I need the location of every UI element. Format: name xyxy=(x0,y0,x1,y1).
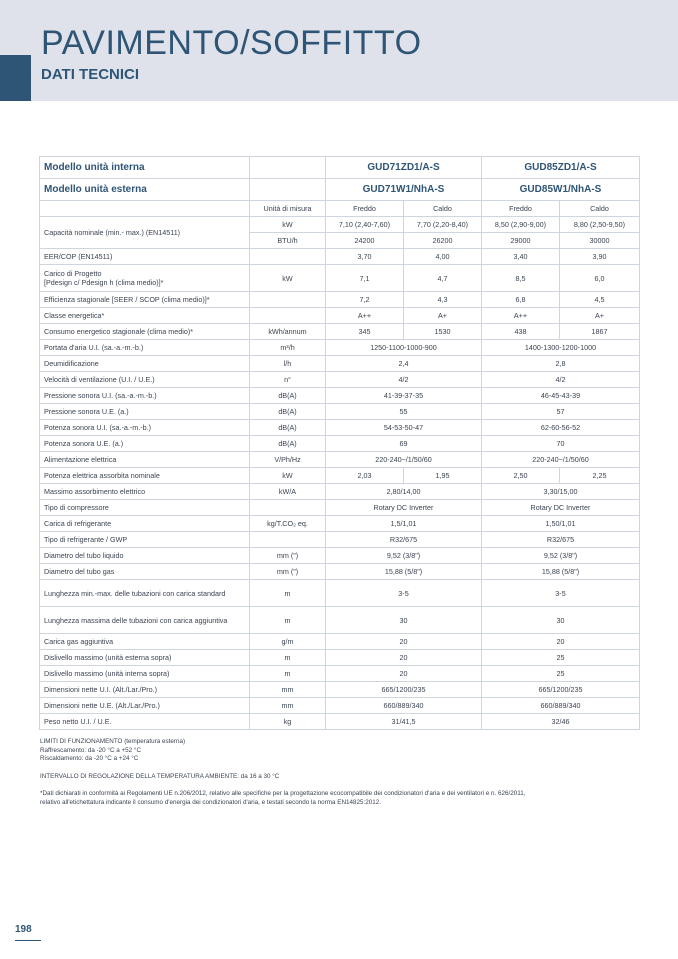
spec-unit: mm xyxy=(250,698,326,714)
spec-value: 57 xyxy=(482,404,640,420)
outdoor-model-1: GUD71W1/NhA-S xyxy=(326,179,482,201)
spec-value: 4,5 xyxy=(560,292,640,308)
spec-table xyxy=(39,156,640,730)
spec-unit: V/Ph/Hz xyxy=(250,452,326,468)
spec-value: 220-240~/1/50/60 xyxy=(326,452,482,468)
spec-value: 30 xyxy=(482,607,640,634)
spec-row xyxy=(40,340,640,356)
header-accent-block xyxy=(0,55,31,101)
unit-header: Unità di misura xyxy=(250,201,326,217)
spec-unit: m³/h xyxy=(250,340,326,356)
spec-value: 31/41,5 xyxy=(326,714,482,730)
spec-unit: dB(A) xyxy=(250,436,326,452)
spec-label: Massimo assorbimento elettrico xyxy=(40,484,250,500)
spec-row xyxy=(40,698,640,714)
spec-value: 665/1200/235 xyxy=(482,682,640,698)
spec-value: 6,0 xyxy=(560,265,640,292)
spec-value: 25 xyxy=(482,666,640,682)
limits-title: LIMITI DI FUNZIONAMENTO (temperatura esterna) xyxy=(40,738,186,745)
capacity-kw-value: 7,70 (2,20-8,40) xyxy=(404,217,482,233)
spec-unit: kW xyxy=(250,468,326,484)
mode-header-row xyxy=(40,201,640,217)
spec-value: R32/675 xyxy=(326,532,482,548)
spec-value: 1530 xyxy=(404,324,482,340)
spec-value: 55 xyxy=(326,404,482,420)
spec-value: 20 xyxy=(326,634,482,650)
spec-label: Carica di refrigerante xyxy=(40,516,250,532)
spec-label: Classe energetica* xyxy=(40,308,250,324)
capacity-kw-value: 8,80 (2,50-9,50) xyxy=(560,217,640,233)
capacity-kw-unit: kW xyxy=(250,217,326,233)
spec-value: A++ xyxy=(482,308,560,324)
spec-unit: m xyxy=(250,666,326,682)
capacity-label: Capacità nominale (min.- max.) (EN14511) xyxy=(40,217,250,249)
spec-value: 3,70 xyxy=(326,249,404,265)
spec-row xyxy=(40,714,640,730)
indoor-model-label: Modello unità interna xyxy=(40,157,250,179)
spec-label: Carica gas aggiuntiva xyxy=(40,634,250,650)
spec-row xyxy=(40,666,640,682)
spec-value: A++ xyxy=(326,308,404,324)
mode-header: Freddo xyxy=(326,201,404,217)
spec-value: 30 xyxy=(326,607,482,634)
spec-unit: dB(A) xyxy=(250,420,326,436)
spec-value: 1867 xyxy=(560,324,640,340)
spec-value: A+ xyxy=(560,308,640,324)
spec-value: 438 xyxy=(482,324,560,340)
spec-label: Potenza sonora U.E. (a.) xyxy=(40,436,250,452)
spec-unit: dB(A) xyxy=(250,388,326,404)
spec-label: Peso netto U.I. / U.E. xyxy=(40,714,250,730)
spec-label: Diametro del tubo gas xyxy=(40,564,250,580)
spec-value: 4/2 xyxy=(326,372,482,388)
spec-unit xyxy=(250,292,326,308)
spec-value: 1,50/1,01 xyxy=(482,516,640,532)
spec-unit xyxy=(250,308,326,324)
spec-row xyxy=(40,468,640,484)
spec-unit: mm (") xyxy=(250,564,326,580)
spec-row xyxy=(40,682,640,698)
spec-value: 20 xyxy=(326,650,482,666)
spec-row xyxy=(40,436,640,452)
spec-value: R32/675 xyxy=(482,532,640,548)
spec-label: Tipo di refrigerante / GWP xyxy=(40,532,250,548)
spec-row xyxy=(40,634,640,650)
spec-row xyxy=(40,500,640,516)
spec-row xyxy=(40,404,640,420)
spec-value: 25 xyxy=(482,650,640,666)
spec-value: 7,1 xyxy=(326,265,404,292)
empty-cell xyxy=(40,201,250,217)
spec-label: Diametro del tubo liquido xyxy=(40,548,250,564)
spec-label: Alimentazione elettrica xyxy=(40,452,250,468)
spec-label: Deumidificazione xyxy=(40,356,250,372)
spec-value: 2,8 xyxy=(482,356,640,372)
spec-label: Pressione sonora U.I. (sa.-a.-m.-b.) xyxy=(40,388,250,404)
spec-label: Carico di Progetto [Pdesign c/ Pdesign h (clima medio)]* xyxy=(40,265,250,292)
empty-cell xyxy=(250,157,326,179)
spec-value: 2,03 xyxy=(326,468,404,484)
spec-label: Portata d'aria U.I. (sa.-a.-m.-b.) xyxy=(40,340,250,356)
spec-label: Lunghezza min.-max. delle tubazioni con carica standard xyxy=(40,580,250,607)
capacity-kw-value: 7,10 (2,40-7,60) xyxy=(326,217,404,233)
spec-value: 4/2 xyxy=(482,372,640,388)
spec-value: 3-5 xyxy=(482,580,640,607)
spec-value: 3,40 xyxy=(482,249,560,265)
spec-unit: g/m xyxy=(250,634,326,650)
spec-label: Potenza sonora U.I. (sa.-a.-m.-b.) xyxy=(40,420,250,436)
spec-row xyxy=(40,324,640,340)
capacity-btu-value: 30000 xyxy=(560,233,640,249)
page-number: 198 xyxy=(15,924,32,935)
page-number-underline xyxy=(15,940,41,941)
spec-row xyxy=(40,564,640,580)
mode-header: Freddo xyxy=(482,201,560,217)
spec-unit: kWh/annum xyxy=(250,324,326,340)
indoor-model-row xyxy=(40,157,640,179)
spec-value: 4,00 xyxy=(404,249,482,265)
spec-value: 15,88 (5/8") xyxy=(326,564,482,580)
spec-unit: m xyxy=(250,607,326,634)
temperature-range: INTERVALLO DI REGOLAZIONE DELLA TEMPERATURA AMBIENTE: da 16 a 30 °C xyxy=(40,772,280,780)
spec-value: 4,3 xyxy=(404,292,482,308)
spec-value: 69 xyxy=(326,436,482,452)
limits-heating: Riscaldamento: da -20 °C a +24 °C xyxy=(40,755,139,762)
spec-label: Tipo di compressore xyxy=(40,500,250,516)
spec-value: 9,52 (3/8") xyxy=(326,548,482,564)
spec-value: 15,88 (5/8") xyxy=(482,564,640,580)
spec-unit xyxy=(250,532,326,548)
spec-label: Dimensioni nette U.I. (Alt./Lar./Pro.) xyxy=(40,682,250,698)
spec-row xyxy=(40,580,640,607)
capacity-btu-unit: BTU/h xyxy=(250,233,326,249)
spec-value: 6,8 xyxy=(482,292,560,308)
spec-label: Potenza elettrica assorbita nominale xyxy=(40,468,250,484)
capacity-kw-row xyxy=(40,217,640,233)
spec-value: 1,95 xyxy=(404,468,482,484)
spec-value: 4,7 xyxy=(404,265,482,292)
spec-row xyxy=(40,356,640,372)
spec-value: 660/889/340 xyxy=(482,698,640,714)
spec-value: 1,5/1,01 xyxy=(326,516,482,532)
spec-value: 20 xyxy=(326,666,482,682)
spec-row xyxy=(40,308,640,324)
spec-row xyxy=(40,249,640,265)
spec-value: 8,5 xyxy=(482,265,560,292)
spec-row xyxy=(40,292,640,308)
spec-label: Lunghezza massima delle tubazioni con carica aggiuntiva xyxy=(40,607,250,634)
spec-value: 2,4 xyxy=(326,356,482,372)
spec-value: 2,50 xyxy=(482,468,560,484)
spec-unit: kW/A xyxy=(250,484,326,500)
page-subtitle: DATI TECNICI xyxy=(41,66,140,83)
spec-label: Efficienza stagionale [SEER / SCOP (clima medio)]* xyxy=(40,292,250,308)
spec-unit: l/h xyxy=(250,356,326,372)
spec-row xyxy=(40,420,640,436)
spec-value: 54-53-50-47 xyxy=(326,420,482,436)
spec-row xyxy=(40,650,640,666)
spec-value: 3,90 xyxy=(560,249,640,265)
footnote-line-1: *Dati dichiarati in conformità ai Regolamenti UE n.206/2012, relativo alle specifiche per la progettazione ecocompatibile dei condizionatori d'aria e dei ventilatori e n. 626/2011, xyxy=(40,790,526,797)
capacity-btu-value: 29000 xyxy=(482,233,560,249)
spec-unit: m xyxy=(250,580,326,607)
spec-label: Pressione sonora U.E. (a.) xyxy=(40,404,250,420)
spec-value: 70 xyxy=(482,436,640,452)
spec-value: 3,30/15,00 xyxy=(482,484,640,500)
spec-value: 3-5 xyxy=(326,580,482,607)
outdoor-model-2: GUD85W1/NhA-S xyxy=(482,179,640,201)
page-title: PAVIMENTO/SOFFITTO xyxy=(41,24,422,62)
outdoor-model-label: Modello unità esterna xyxy=(40,179,250,201)
spec-unit xyxy=(250,500,326,516)
footnote-line-2: relativo all'etichettatura indicante il consumo d'energia dei condizionatori d'aria, e testati secondo la norma EN14825:2012. xyxy=(40,798,382,806)
spec-value: A+ xyxy=(404,308,482,324)
mode-header: Caldo xyxy=(404,201,482,217)
spec-unit: kg/T.CO₂ eq. xyxy=(250,516,326,532)
spec-unit: kW xyxy=(250,265,326,292)
spec-label: EER/COP (EN14511) xyxy=(40,249,250,265)
spec-value: 2,25 xyxy=(560,468,640,484)
spec-value: 20 xyxy=(482,634,640,650)
spec-unit: mm (") xyxy=(250,548,326,564)
spec-value: 665/1200/235 xyxy=(326,682,482,698)
spec-row xyxy=(40,265,640,292)
spec-value: 220-240~/1/50/60 xyxy=(482,452,640,468)
capacity-btu-value: 24200 xyxy=(326,233,404,249)
spec-unit: mm xyxy=(250,682,326,698)
indoor-model-2: GUD85ZD1/A-S xyxy=(482,157,640,179)
spec-label: Consumo energetico stagionale (clima medio)* xyxy=(40,324,250,340)
spec-unit: kg xyxy=(250,714,326,730)
spec-value: 46-45-43-39 xyxy=(482,388,640,404)
spec-value: 1400-1300-1200-1000 xyxy=(482,340,640,356)
spec-value: Rotary DC Inverter xyxy=(482,500,640,516)
spec-value: 345 xyxy=(326,324,404,340)
spec-value: 7,2 xyxy=(326,292,404,308)
spec-value: 660/889/340 xyxy=(326,698,482,714)
capacity-kw-value: 8,50 (2,90-9,00) xyxy=(482,217,560,233)
spec-unit xyxy=(250,249,326,265)
spec-row xyxy=(40,372,640,388)
capacity-btu-value: 26200 xyxy=(404,233,482,249)
spec-label: Dislivello massimo (unità esterna sopra) xyxy=(40,650,250,666)
spec-value: 32/46 xyxy=(482,714,640,730)
notes-block xyxy=(40,738,640,807)
spec-unit: m xyxy=(250,650,326,666)
spec-value: 62-60-56-52 xyxy=(482,420,640,436)
spec-value: Rotary DC Inverter xyxy=(326,500,482,516)
spec-unit: n° xyxy=(250,372,326,388)
spec-label: Velocità di ventilazione (U.I. / U.E.) xyxy=(40,372,250,388)
spec-row xyxy=(40,484,640,500)
empty-cell xyxy=(250,179,326,201)
spec-value: 41-39-37-35 xyxy=(326,388,482,404)
spec-value: 1250-1100-1000-900 xyxy=(326,340,482,356)
spec-label: Dislivello massimo (unità interna sopra) xyxy=(40,666,250,682)
spec-row xyxy=(40,388,640,404)
spec-row xyxy=(40,532,640,548)
limits-cooling: Raffrescamento: da -20 °C a +52 °C xyxy=(40,746,141,754)
indoor-model-1: GUD71ZD1/A-S xyxy=(326,157,482,179)
spec-label: Dimensioni nette U.E. (Alt./Lar./Pro.) xyxy=(40,698,250,714)
spec-row xyxy=(40,516,640,532)
mode-header: Caldo xyxy=(560,201,640,217)
spec-row xyxy=(40,452,640,468)
spec-value: 2,80/14,00 xyxy=(326,484,482,500)
spec-row xyxy=(40,607,640,634)
spec-value: 9,52 (3/8") xyxy=(482,548,640,564)
spec-unit: dB(A) xyxy=(250,404,326,420)
spec-row xyxy=(40,548,640,564)
outdoor-model-row xyxy=(40,179,640,201)
